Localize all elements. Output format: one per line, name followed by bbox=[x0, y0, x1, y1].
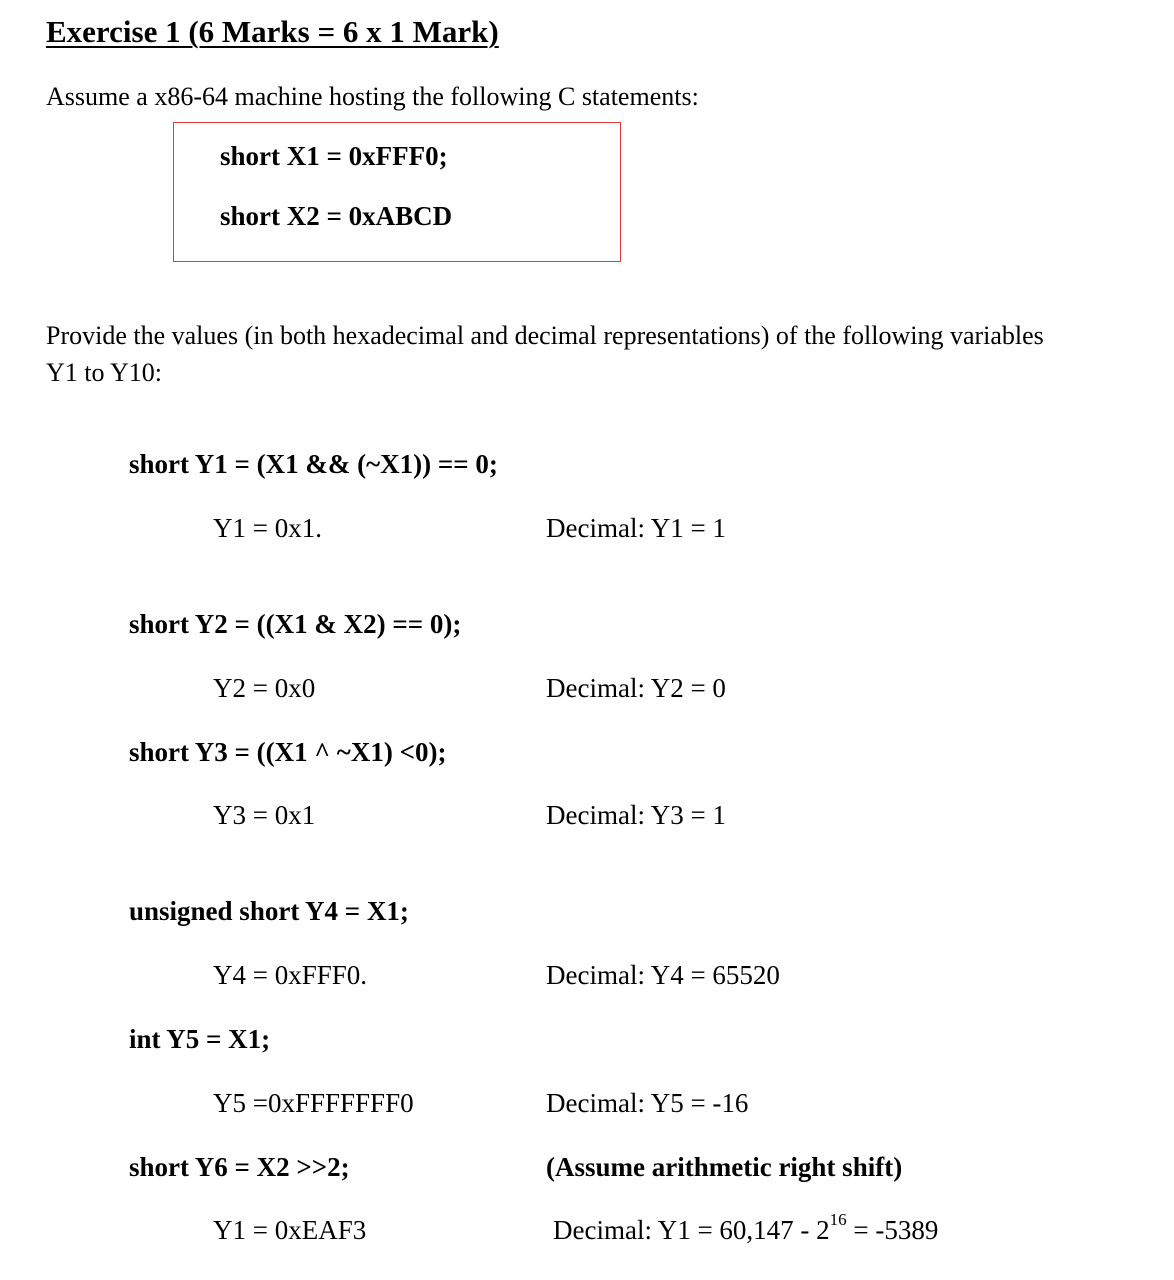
prompt-text-line2: Y1 to Y10: bbox=[46, 358, 163, 387]
hex-answer-y4: Y4 = 0xFFF0. bbox=[213, 960, 368, 990]
intro-text: Assume a x86-64 machine hosting the following C statements: bbox=[46, 82, 699, 111]
hex-answer-y3: Y3 = 0x1 bbox=[213, 800, 316, 830]
statement-y4: unsigned short Y4 = X1; bbox=[129, 896, 409, 926]
code-line-x1: short X1 = 0xFFF0; bbox=[220, 141, 448, 171]
decimal-answer-y6-prefix: Decimal: Y1 = 60,147 - 2 bbox=[553, 1215, 830, 1245]
code-line-x2: short X2 = 0xABCD bbox=[220, 201, 453, 231]
decimal-answer-y5: Decimal: Y5 = -16 bbox=[546, 1088, 749, 1118]
statement-y1: short Y1 = (X1 && (~X1)) == 0; bbox=[129, 449, 498, 479]
statement-y5: int Y5 = X1; bbox=[129, 1024, 271, 1054]
decimal-answer-y2: Decimal: Y2 = 0 bbox=[546, 673, 726, 703]
hex-answer-y5: Y5 =0xFFFFFFF0 bbox=[213, 1088, 414, 1118]
decimal-answer-y4: Decimal: Y4 = 65520 bbox=[546, 960, 780, 990]
shift-note: (Assume arithmetic right shift) bbox=[546, 1152, 903, 1182]
decimal-answer-y6-exponent: 16 bbox=[829, 1210, 847, 1229]
prompt-text-line1: Provide the values (in both hexadecimal and decimal representations) of the following variables bbox=[46, 321, 1044, 350]
hex-answer-y6: Y1 = 0xEAF3 bbox=[213, 1215, 367, 1245]
statement-y6: short Y6 = X2 >>2; bbox=[129, 1152, 350, 1182]
decimal-answer-y6-suffix: = -5389 bbox=[846, 1215, 939, 1245]
decimal-answer-y6 bbox=[553, 1210, 939, 1246]
hex-answer-y1: Y1 = 0x1. bbox=[213, 513, 322, 543]
statement-y2: short Y2 = ((X1 & X2) == 0); bbox=[129, 609, 462, 639]
exercise-title: Exercise 1 (6 Marks = 6 x 1 Mark) bbox=[46, 14, 499, 49]
hex-answer-y2: Y2 = 0x0 bbox=[213, 673, 316, 703]
decimal-answer-y3: Decimal: Y3 = 1 bbox=[546, 800, 726, 830]
decimal-answer-y1: Decimal: Y1 = 1 bbox=[546, 513, 726, 543]
statement-y3: short Y3 = ((X1 ^ ~X1) <0); bbox=[129, 737, 447, 767]
